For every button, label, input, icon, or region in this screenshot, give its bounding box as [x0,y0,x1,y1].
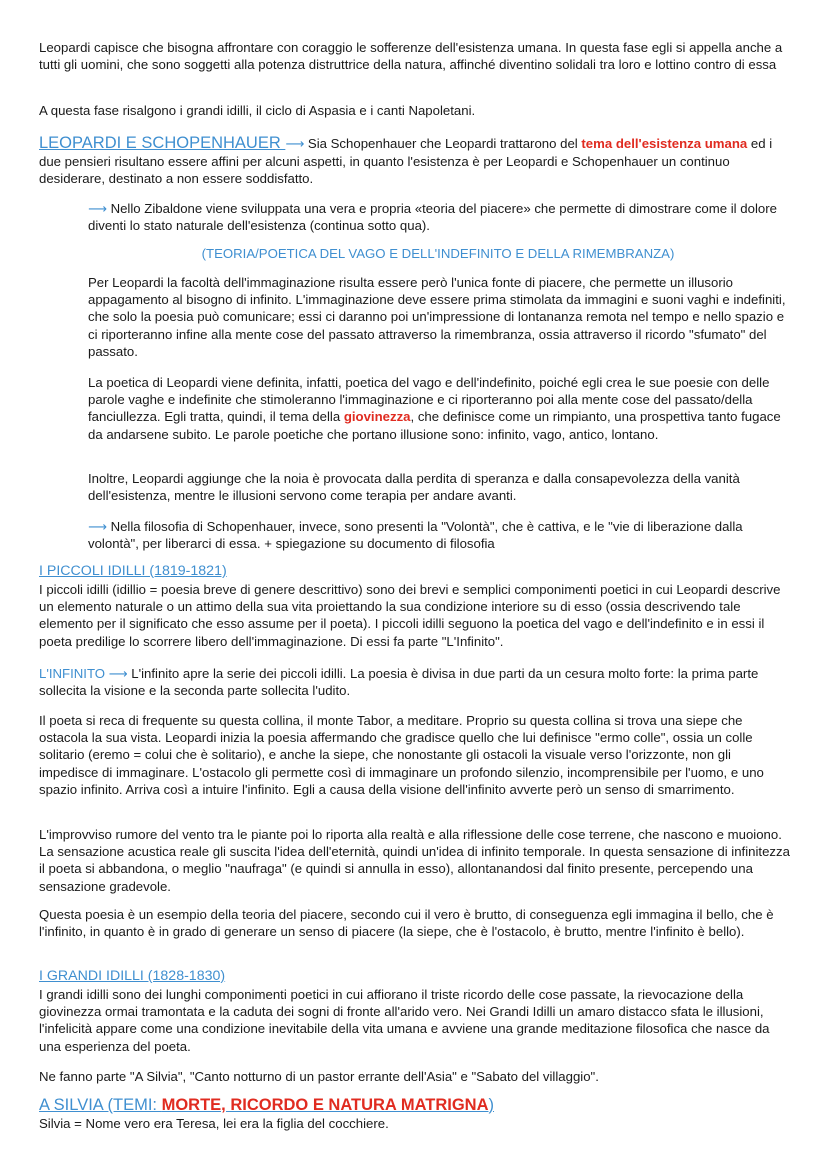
text-run: Inoltre, Leopardi aggiunge che la [88,471,284,486]
text-run: ⟶ [88,519,107,534]
text-run: " (e quindi si annulla in esso), allontanandosi dal [281,861,568,877]
text-run: , che definisce come un rimpianto, una prospettiva tanto fugace da andarsene subito. Le parole poetiche che portano illusione sono: infinito, vago, antico, lontano. [88,409,781,442]
text-run: ⟶ [88,201,107,216]
text-run: triste ricordo delle cose passate [430,987,617,1002]
poetica-paragraph [88,374,788,443]
text-run: . Nei Grandi Idilli un [458,1004,578,1020]
text-run: L'INFINITO ⟶ [39,666,128,681]
text-run: , secondo cui il vero è brutto, di conseguenza egli immagina il bello, che è l'infinito, in quanto è in grado di generare un senso di piacere (la siepe, che è l'ostacolo, è brutto, mentre l'infinito è bello). [39,907,774,940]
schopenhauer-paragraph [39,133,791,187]
grandi-idilli-list [39,1068,791,1085]
silvia-paragraph [39,1115,791,1132]
text-run: Sia Schopenhauer che Leopardi trattarono del [304,136,582,151]
text-run: tema dell'esistenza umana [581,136,748,151]
text-run: rievocazione della giovinezza ormai tramontata [39,987,744,1020]
immaginazione-paragraph [88,274,788,360]
text-run: L'improvviso rumore del vento tra le piante poi lo riporta alla realtà e alla riflessione delle cose terrene, che nascono e muoiono. La sensazione acustica reale gli suscita l'idea dell'eternità, quindi un'idea di [39,827,782,860]
text-run: naufraga [229,861,282,877]
text-run: lo stato naturale dell'esistenza [129,218,307,234]
grandi-idilli-paragraph [39,986,791,1055]
text-run: Leopardi capisce che [39,40,168,55]
infinito-paragraph [39,665,791,699]
text-run: ermo colle [599,730,661,746]
grandi-idilli-heading: I GRANDI IDILLI (1828-1830) [39,968,226,984]
text-run: LEOPARDI E SCHOPENHAUER [39,134,286,152]
text-run: , incomprensibile per l'uomo, e uno [559,764,764,780]
intro-paragraph-1 [39,39,791,73]
text-run: , che nonostante gli ostacoli la visuale verso l'orizzonte, non gli impedisce di immaginare. L'ostacolo gli permette così di immaginare un [39,747,731,780]
text-run: componimenti poetici in cui Leopardi descrive un elemento naturale o un attimo della sua vita proiettando la sua condizione interiore su di esso (ossia descrivendo tale elemento per il significato che esso assume per il poeta). I piccoli idilli seguono la [39,582,781,632]
text-run: ) [488,1096,495,1114]
text-run: , ossia attraverso il ricordo "sfumato" del passato. [88,326,767,359]
text-run: poetica del vago e dell'indefinito [516,616,703,632]
text-run: ⟶ [285,136,305,151]
text-run: stimolata da immagini e suoni vaghi e indefiniti [509,292,782,308]
text-run: La poetica di Leopardi viene definita, infatti, [88,375,346,390]
a-silvia-heading [39,1095,791,1115]
text-run: scorrere libero dell'immaginazione [143,633,343,649]
text-run: , che sono soggetti alla potenza distruttrice della natura, affinché diventino solidali tra loro e lottino contro di essa [119,57,777,73]
text-run: . Arriva così a [118,781,203,797]
noia-paragraph [88,470,788,504]
text-run: I piccoli idilli (idillio = poesia breve di genere descrittivo) sono dei [39,582,420,597]
text-run: , destinato a non essere soddisfatto. [101,171,314,187]
teoria-piacere-paragraph [39,906,791,940]
text-run: giovinezza [343,409,411,425]
text-run: A questa fase risalgono i grandi idilli, il ciclo di Aspasia e i canti Napoletani. [39,103,476,118]
text-run: teoria del piacere [242,907,344,922]
zibaldone-paragraph [88,200,788,234]
text-run: ", ossia un colle solitario (eremo = colui che è solitario), e anche la [39,730,753,763]
text-run: Ne fanno parte "A Silvia", "Canto notturno di un pastor errante dell'Asia" e "Sabato del villaggio". [39,1069,599,1084]
text-run: spazio infinito [39,781,119,797]
text-run: Il poeta si reca di frequente su questa collina, il [39,713,317,728]
text-run: rimembranza [454,326,532,342]
text-run: le sofferenze dell'esistenza umana. In questa fase egli si appella anche a [352,40,783,55]
text-run: , la [616,987,638,1002]
text-run: tutti gli uomini [39,57,120,73]
text-run: Questa poesia è un esempio della [39,907,243,922]
text-run: infinito temporale [481,844,582,860]
text-run: bisogna affrontare con coraggio [167,40,353,55]
text-run: . In questa sensazione di infinitezza il poeta si abbandona, o meglio " [39,844,790,877]
text-run: «teoria del piacere» [414,201,531,216]
text-run: , a meditare. Proprio su questa collina si trova una siepe che ostacola la sua vista. Leopardi inizia la poesia affermando che gradisce quello che lui definisce " [39,713,743,746]
piccoli-idilli-heading: I PICCOLI IDILLI (1819-1821) [39,563,227,579]
text-run: I grandi idilli sono dei lunghi componimenti poetici in cui affiorano il [39,987,431,1002]
text-run: presente, percependo una sensazione gradevole. [39,861,753,894]
text-run: che nasce da una esperienza del poeta. [39,1021,770,1054]
text-run: Nello Zibaldone viene sviluppata una vera e propria [106,201,415,216]
text-run: caduta dei sogni di fronte all'arido vero [233,1004,459,1020]
vento-paragraph [39,826,791,895]
text-run: facoltà dell'immaginazione [181,275,336,290]
text-run: Nella filosofia di Schopenhauer, invece, sono presenti la "Volontà", che è cattiva, e le "vie di liberazione dalla volontà", per liberarci di essa. + spiegazione su documento di filosofia [88,519,743,552]
text-run: , che solo la poesia può comunicare; essi ci daranno poi un'impressione di [88,292,786,325]
text-run: A SILVIA (TEMI: [39,1096,162,1114]
text-run: monte Tabor [316,713,390,728]
text-run: , poiché egli crea le sue poesie con delle parole vaghe e indefinite che stimoleranno l'immaginazione e ci riporteranno poi alla mente cose del passato/della fanciullezza. Egli tratta, quindi, il tema della [88,375,770,425]
text-run: lontananza remota [517,309,628,325]
text-run: brevi e semplici [419,582,511,597]
text-run: finito [567,861,596,877]
text-run: profondo silenzio [460,764,560,780]
text-run: meditazione filosofica [561,1021,688,1037]
text-run: e la [204,1004,234,1020]
teoria-subtitle: (TEORIA/POETICA DEL VAGO E DELL'INDEFINITO E DELLA RIMEMBRANZA) [201,246,675,261]
text-run: Per Leopardi la [88,275,182,290]
text-run: che permette di dimostrare come il dolore diventi [88,201,777,234]
text-run: è provocata dalla perdita di speranza e dalla consapevolezza della vanità dell'esistenza, mentre le illusioni servono come terapia per andare avanti. [88,471,740,504]
filosofia-paragraph [88,518,788,552]
text-run: amaro distacco [577,1004,667,1020]
text-run: intuire l'infinito [202,781,286,797]
text-run: (continua sotto qua). [306,218,430,234]
text-run: continuo desiderare [39,154,730,187]
text-run: MORTE, RICORDO E NATURA MATRIGNA [161,1096,489,1114]
text-run: L'infinito apre la serie dei piccoli idilli. La poesia è divisa in due parti da un cesura molto forte: la prima parte sollecita la visione e la seconda parte sollecita l'udito. [39,666,759,699]
text-run: Silvia = Nome vero era Teresa, lei era la figlia del cocchiere. [39,1116,389,1131]
text-run: siepe [333,747,365,763]
text-run: poetica del vago e dell'indefinito [345,375,532,390]
text-run: . Di essi fa parte "L'Infinito". [342,633,504,649]
text-run: sfata le illusioni, l'infelicità appare come una condizione inevitabile della vita umana e avviene una grande [39,1004,764,1037]
text-run: e in essi il poeta predilige lo [39,616,765,649]
text-run: ed i due pensieri risultano essere affini per alcuni aspetti, in quanto l'esistenza è per Leopardi e Schopenhauer un [39,136,773,169]
text-run: risulta essere però l'unica fonte di piacere, che permette un illusorio appagamento al bisogno di infinito. L'immaginazione deve essere prima [88,275,733,308]
text-run: nel tempo e nello spazio e ci riporteranno infine alla mente cose del passato attraverso la [88,309,785,342]
piccoli-idilli-paragraph [39,581,791,650]
text-run: noia [283,471,309,486]
text-run: . Egli a causa della visione dell'infinito avverte però un senso di smarrimento. [285,781,735,797]
intro-paragraph-2 [39,102,791,119]
monte-tabor-paragraph [39,712,791,798]
